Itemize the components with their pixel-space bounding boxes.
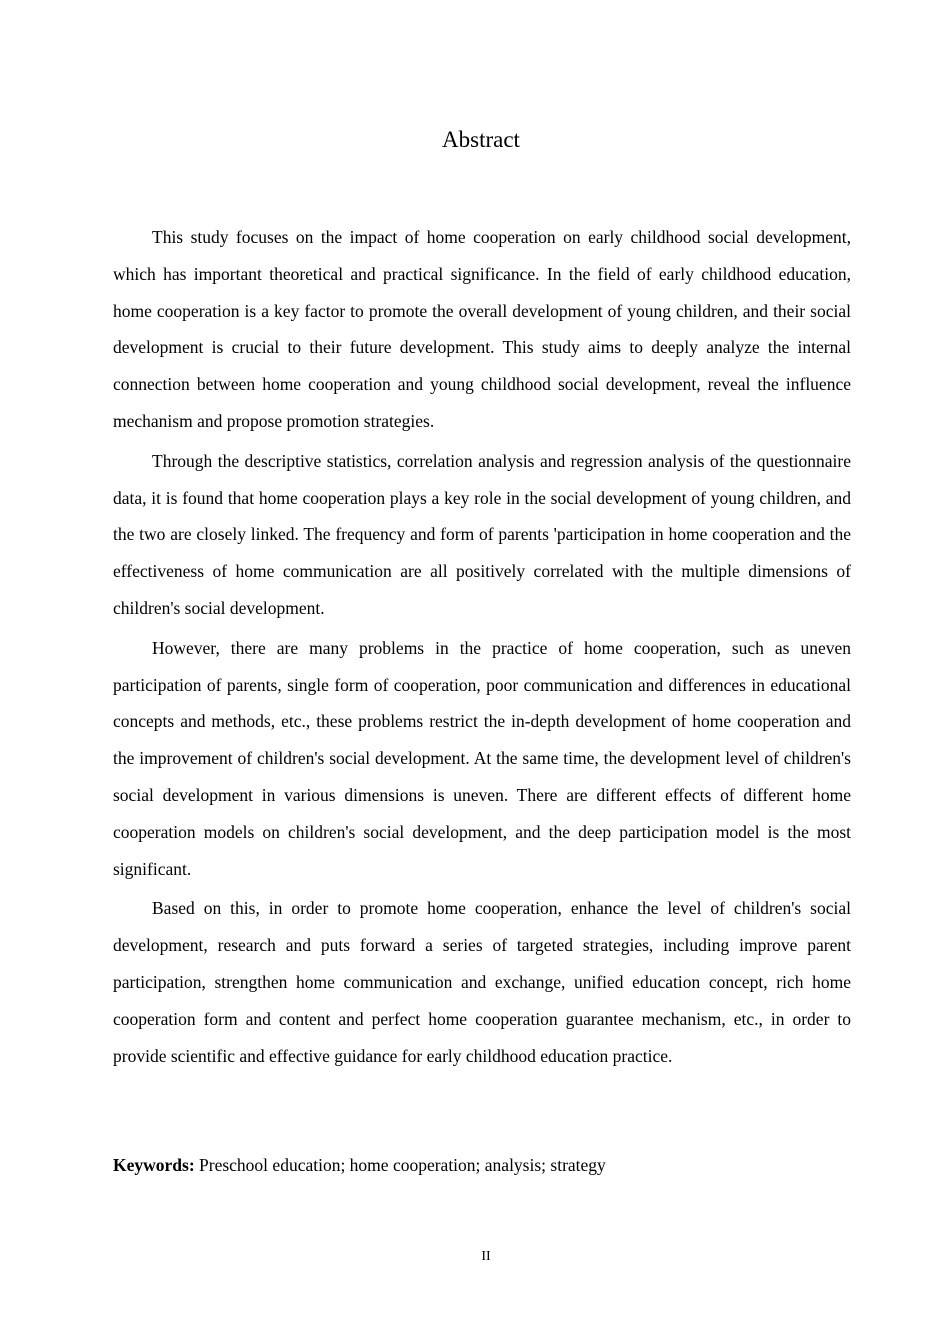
keywords-label: Keywords: (113, 1155, 195, 1175)
abstract-paragraph-2: Through the descriptive statistics, correlation analysis and regression analysis of the questionnaire data, it is found that home cooperation plays a key role in the social development of young children, and the two are closely linked. The frequency and form of parents 'participation in home cooperation and the effectiveness of home communication are all positively correlated with the multiple dimensions of children's social development. (113, 450, 851, 618)
keywords-text: Preschool education; home cooperation; analysis; strategy (194, 1155, 606, 1175)
page-number: II (481, 1249, 491, 1264)
abstract-paragraph-1: This study focuses on the impact of home cooperation on early childhood social development, which has important theoretical and practical significance. In the field of early childhood education, home cooperation is a key factor to promote the overall development of young children, and their social development is crucial to their future development. This study aims to deeply analyze the internal connection between home cooperation and young childhood social development, reveal the influence mechanism and propose promotion strategies. (113, 227, 851, 431)
abstract-title: Abstract (442, 127, 520, 152)
abstract-body (113, 219, 851, 1074)
abstract-paragraph-3: However, there are many problems in the practice of home cooperation, such as uneven participation of parents, single form of cooperation, poor communication and differences in educational concepts and methods, etc., these problems restrict the in-depth development of home cooperation and the improvement of children's social development. At the same time, the development level of children's social development in various dimensions is uneven. There are different effects of different home cooperation models on children's social development, and the deep participation model is the most significant. (113, 637, 851, 879)
abstract-paragraph-4: Based on this, in order to promote home cooperation, enhance the level of children's social development, research and puts forward a series of targeted strategies, including improve parent participation, strengthen home communication and exchange, unified education concept, rich home cooperation form and content and perfect home cooperation guarantee mechanism, etc., in order to provide scientific and effective guidance for early childhood education practice. (113, 898, 851, 1066)
keywords-line (113, 1150, 851, 1180)
